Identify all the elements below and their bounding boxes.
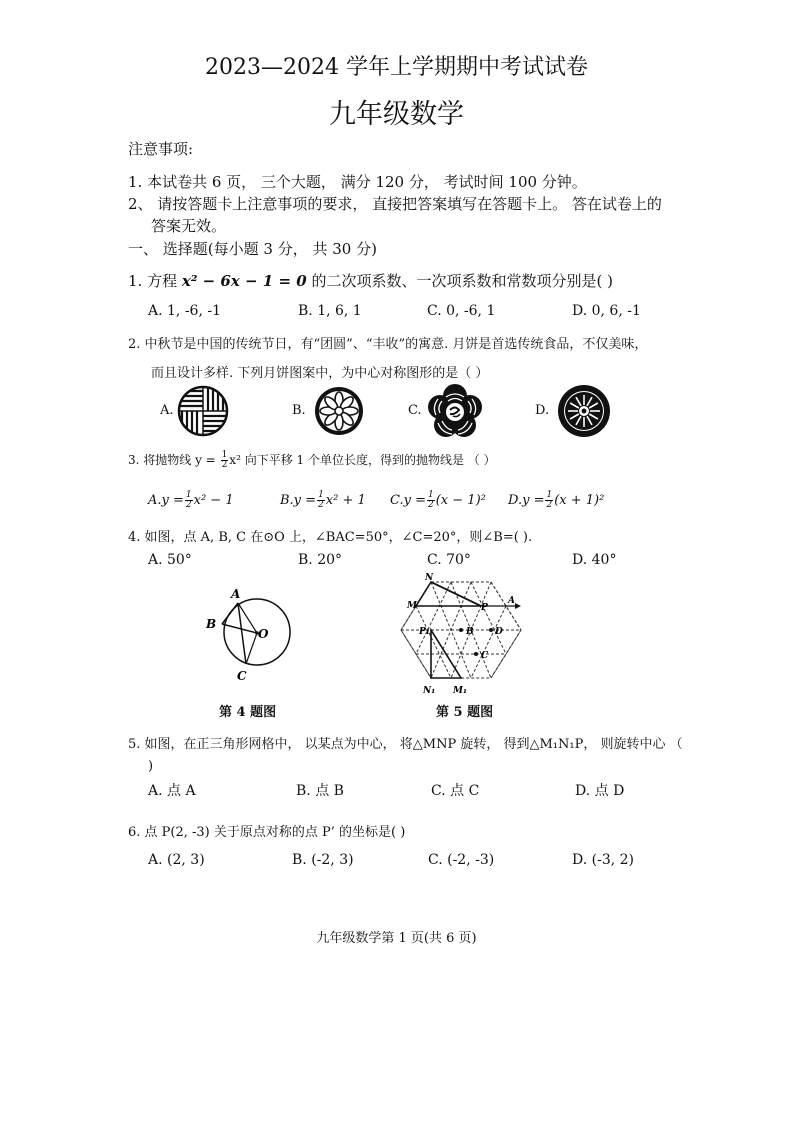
fig5-label-n: N bbox=[425, 573, 434, 583]
q2-label-a: A. bbox=[160, 403, 174, 418]
figure-5-caption: 第 5 题图 bbox=[436, 705, 494, 720]
question-3 bbox=[128, 451, 496, 470]
question-3-suffix: x² 向下平移 1 个单位长度，得到的抛物线是 （ ） bbox=[229, 453, 496, 467]
fig5-label-b: B bbox=[466, 627, 474, 637]
fig5-label-p1: P₁ bbox=[419, 627, 430, 637]
q1-option-d: D. 0, 6, -1 bbox=[572, 303, 641, 319]
question-1 bbox=[128, 270, 613, 291]
q5-option-b: B. 点 B bbox=[296, 783, 344, 799]
question-1-prefix: 1. 方程 bbox=[128, 272, 178, 290]
q6-option-b: B. (-2, 3) bbox=[292, 852, 354, 868]
notes-item-1: 1. 本试卷共 6 页， 三个大题， 满分 120 分， 考试时间 100 分钟。 bbox=[128, 173, 587, 191]
question-3-frac-num: 1 bbox=[221, 450, 228, 460]
fig5-label-d: D bbox=[495, 627, 503, 637]
question-1-suffix: 的二次项系数、一次项系数和常数项分别是( ) bbox=[311, 272, 613, 290]
q2-label-c: C. bbox=[408, 403, 422, 418]
q4-option-a: A. 50° bbox=[148, 552, 192, 568]
figure-5-triangle-grid bbox=[395, 570, 530, 700]
notes-item-2-cont: 答案无效。 bbox=[151, 217, 227, 235]
exam-title: 2023—2024 学年上学期期中考试试卷 bbox=[205, 55, 588, 80]
q2-label-d: D. bbox=[535, 403, 550, 418]
figure-4-caption: 第 4 题图 bbox=[219, 705, 277, 720]
q4-option-d: D. 40° bbox=[572, 552, 617, 568]
q1-option-c: C. 0, -6, 1 bbox=[427, 303, 496, 319]
fig4-label-a: A bbox=[231, 587, 241, 601]
q5-option-d: D. 点 D bbox=[575, 783, 625, 799]
mooncake-pattern-b bbox=[313, 385, 365, 437]
fig4-label-o: O bbox=[258, 627, 269, 641]
fig5-label-m1: M₁ bbox=[453, 686, 467, 696]
section-1-heading: 一、 选择题(每小题 3 分， 共 30 分) bbox=[128, 240, 377, 258]
q1-option-a: A. 1, -6, -1 bbox=[148, 303, 221, 319]
fig5-label-n1: N₁ bbox=[423, 686, 436, 696]
question-6: 6. 点 P(2, -3) 关于原点对称的点 P’ 的坐标是( ) bbox=[128, 825, 406, 840]
q6-option-a: A. (2, 3) bbox=[148, 852, 205, 868]
question-2-line-1: 2. 中秋节是中国的传统节日，有“团圆”、“丰收”的寓意. 月饼是首选传统食品，不仅美味， bbox=[128, 337, 648, 352]
question-5-line-1: 5. 如图，在正三角形网格中， 以某点为中心， 将△MNP 旋转， 得到△M₁N₁P， 则旋转中心 （ bbox=[128, 737, 683, 752]
fig5-label-c: C bbox=[481, 651, 489, 661]
notes-item-2: 2、 请按答题卡上注意事项的要求， 直接把答案填写在答题卡上。 答在试卷上的 bbox=[128, 195, 662, 213]
question-3-frac-den: 2 bbox=[221, 460, 228, 470]
question-3-prefix: 3. 将抛物线 y = bbox=[128, 453, 216, 467]
q4-option-b: B. 20° bbox=[298, 552, 343, 568]
exam-subject: 九年级数学 bbox=[329, 99, 464, 130]
question-5-line-2: ) bbox=[148, 759, 154, 774]
q3-option-d: D.y = $\frac{1}{2}$ (x + 1)² bbox=[508, 490, 605, 510]
q6-option-c: C. (-2, -3) bbox=[428, 852, 495, 868]
q1-option-b: B. 1, 6, 1 bbox=[298, 303, 362, 319]
notes-heading: 注意事项: bbox=[128, 140, 194, 158]
fig4-label-b: B bbox=[206, 617, 217, 631]
question-1-equation: x² − 6x − 1 = 0 bbox=[181, 272, 307, 290]
figure-4-circle-diagram bbox=[200, 580, 300, 685]
mooncake-pattern-d bbox=[556, 383, 612, 439]
fig5-label-m: M bbox=[407, 601, 417, 611]
fig5-label-a: A bbox=[508, 596, 515, 606]
q5-option-c: C. 点 C bbox=[431, 783, 480, 799]
mooncake-pattern-c bbox=[426, 383, 484, 439]
q4-option-c: C. 70° bbox=[427, 552, 471, 568]
question-4: 4. 如图，点 A, B, C 在⊙O 上，∠BAC=50°，∠C=20°，则∠B=( ). bbox=[128, 530, 533, 545]
q3-option-a: A.y = $\frac{1}{2}$ x² − 1 bbox=[148, 490, 234, 510]
question-2-line-2: 而且设计多样. 下列月饼图案中，为中心对称图形的是（ ） bbox=[151, 366, 489, 381]
q6-option-d: D. (-3, 2) bbox=[572, 852, 634, 868]
q5-option-a: A. 点 A bbox=[148, 783, 196, 799]
mooncake-pattern-a bbox=[177, 385, 229, 437]
fig5-label-p: P bbox=[481, 603, 488, 613]
q2-label-b: B. bbox=[292, 403, 306, 418]
fig4-label-c: C bbox=[237, 669, 247, 683]
q3-option-b: B.y = $\frac{1}{2}$ x² + 1 bbox=[280, 490, 366, 510]
page-footer: 九年级数学第 1 页(共 6 页) bbox=[316, 931, 477, 946]
q3-option-c: C.y = $\frac{1}{2}$ (x − 1)² bbox=[390, 490, 486, 510]
